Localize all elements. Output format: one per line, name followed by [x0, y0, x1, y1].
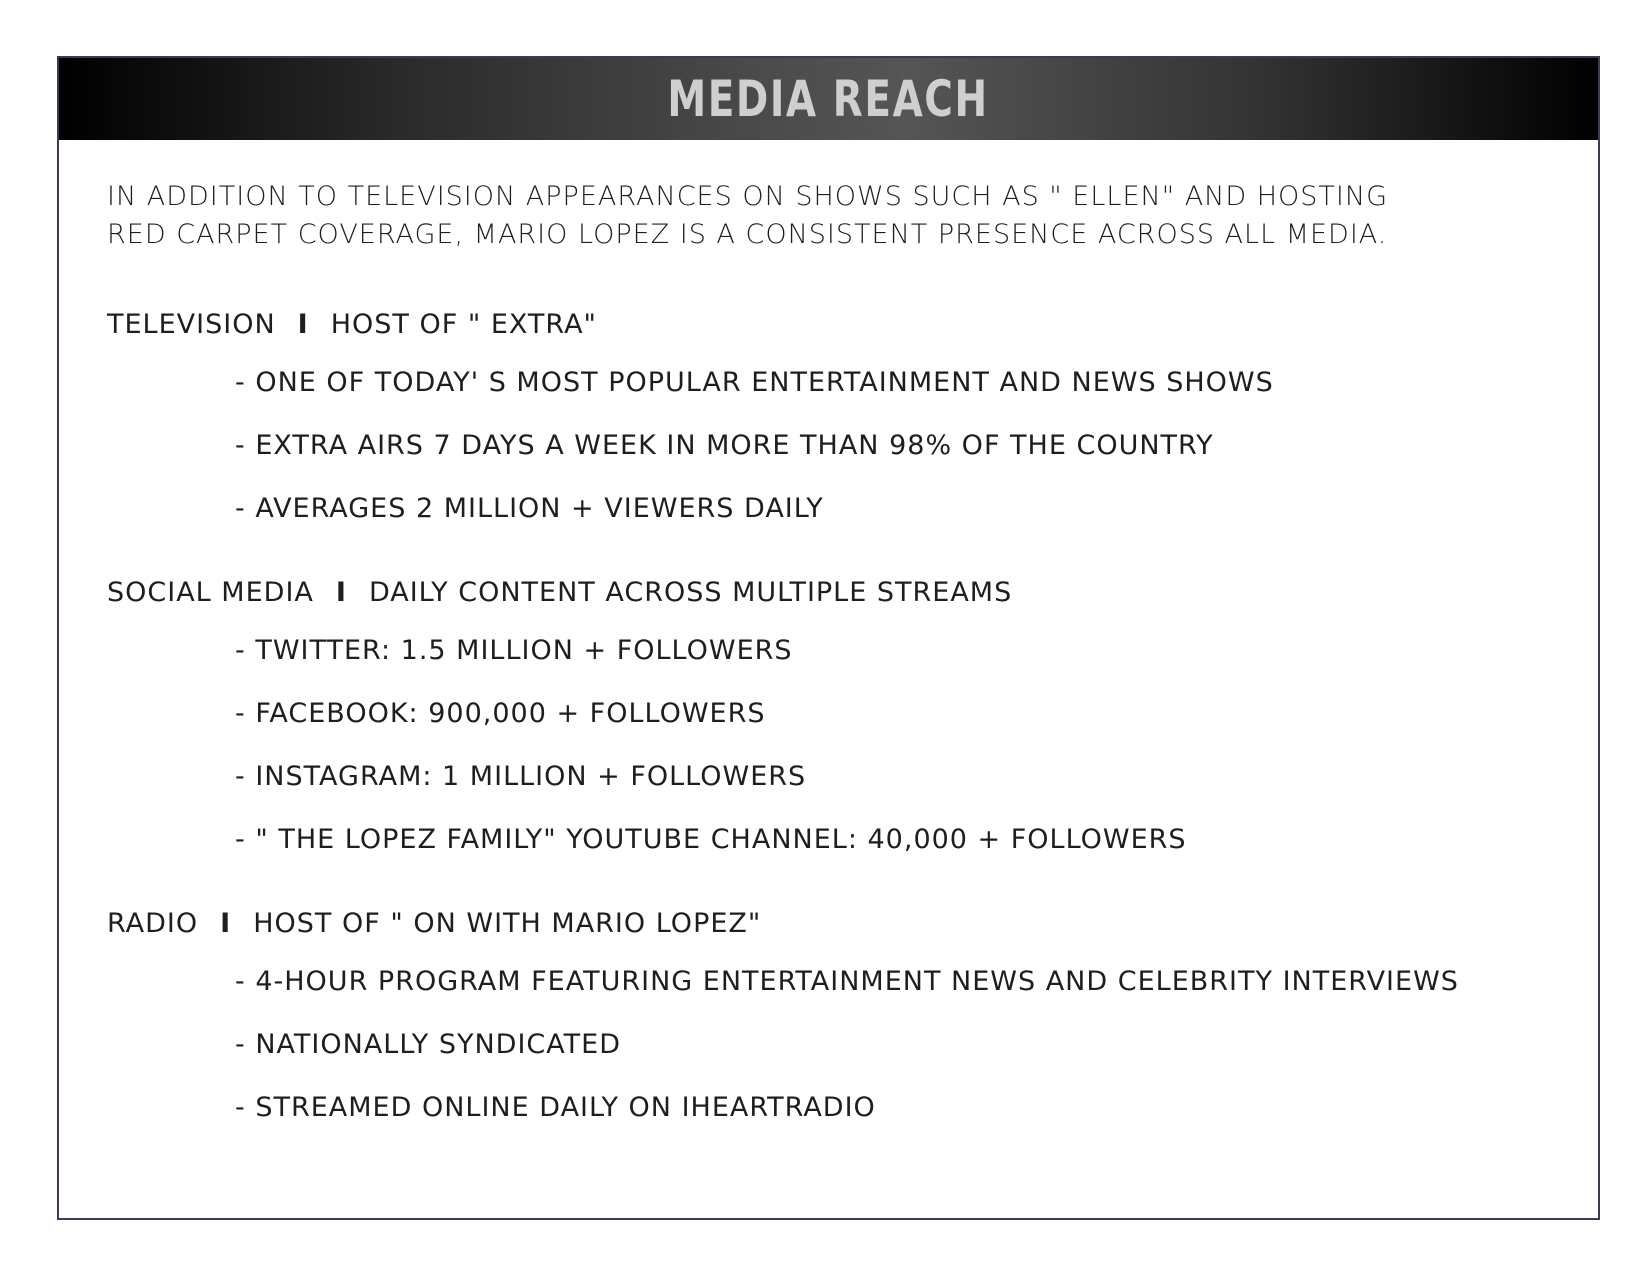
- list-item: - TWITTER: 1.5 MILLION + FOLLOWERS: [235, 635, 793, 666]
- content-area: [107, 178, 1547, 1125]
- bullet-list: [107, 965, 1547, 1125]
- section-radio: [107, 907, 1547, 1125]
- list-item: - 4-HOUR PROGRAM FEATURING ENTERTAINMENT NEWS AND CELEBRITY INTERVIEWS: [235, 966, 1459, 997]
- intro-line: IN ADDITION TO TELEVISION APPEARANCES ON SHOWS SUCH AS " ELLEN" AND HOSTING: [107, 181, 1389, 212]
- section-category: SOCIAL MEDIA: [107, 577, 314, 608]
- section-heading: [107, 576, 1547, 610]
- section-heading: [107, 308, 1547, 342]
- section-detail: HOST OF " EXTRA": [330, 309, 597, 340]
- title-banner: [59, 58, 1598, 140]
- list-item: - FACEBOOK: 900,000 + FOLLOWERS: [235, 698, 766, 729]
- bullet-list: [107, 634, 1547, 857]
- media-reach-panel: [57, 56, 1600, 1220]
- list-item: - " THE LOPEZ FAMILY" YOUTUBE CHANNEL: 40,000 + FOLLOWERS: [235, 824, 1187, 855]
- list-item: - INSTAGRAM: 1 MILLION + FOLLOWERS: [235, 761, 807, 792]
- section-detail: DAILY CONTENT ACROSS MULTIPLE STREAMS: [368, 577, 1013, 608]
- separator: I: [335, 577, 347, 608]
- separator: I: [297, 309, 309, 340]
- intro-line: RED CARPET COVERAGE, MARIO LOPEZ IS A CONSISTENT PRESENCE ACROSS ALL MEDIA.: [107, 219, 1388, 250]
- list-item: - NATIONALLY SYNDICATED: [235, 1029, 621, 1060]
- separator: I: [220, 908, 232, 939]
- list-item: - STREAMED ONLINE DAILY ON IHEARTRADIO: [235, 1092, 876, 1123]
- list-item: - EXTRA AIRS 7 DAYS A WEEK IN MORE THAN 98% OF THE COUNTRY: [235, 430, 1214, 461]
- page-title: MEDIA REACH: [667, 70, 990, 128]
- list-item: - AVERAGES 2 MILLION + VIEWERS DAILY: [235, 493, 824, 524]
- bullet-list: [107, 366, 1547, 526]
- section-category: RADIO: [107, 908, 199, 939]
- list-item: - ONE OF TODAY' S MOST POPULAR ENTERTAINMENT AND NEWS SHOWS: [235, 367, 1274, 398]
- section-category: TELEVISION: [107, 309, 276, 340]
- section-detail: HOST OF " ON WITH MARIO LOPEZ": [253, 908, 762, 939]
- section-heading: [107, 907, 1547, 941]
- section-television: [107, 308, 1547, 526]
- section-social-media: [107, 576, 1547, 857]
- intro-paragraph: [107, 178, 1547, 254]
